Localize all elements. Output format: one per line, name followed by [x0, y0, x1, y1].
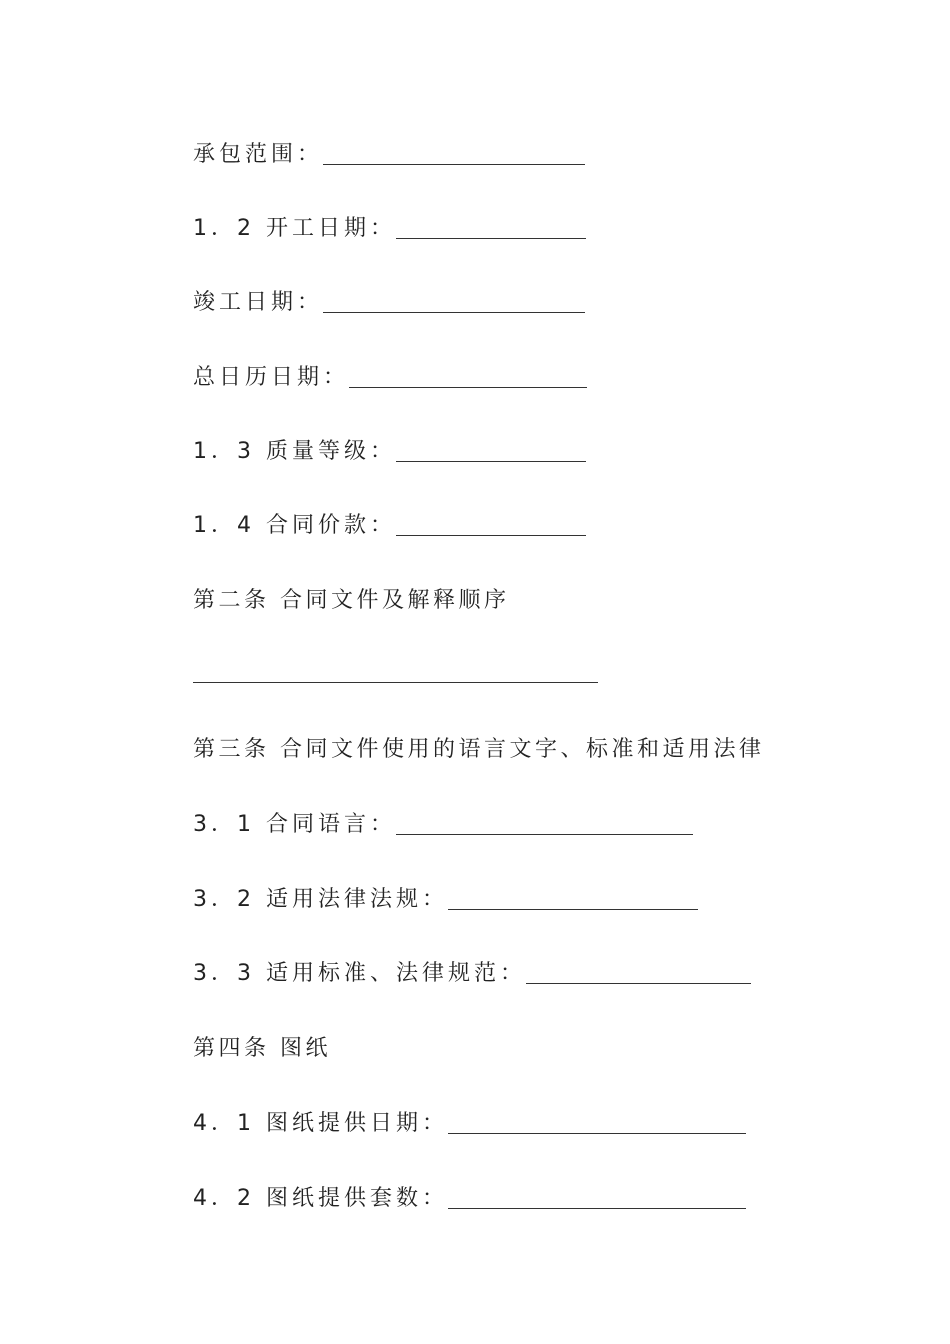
blank-line	[526, 982, 751, 984]
field-start-date	[193, 210, 586, 242]
field-label: 4．2 图纸提供套数：	[193, 1186, 448, 1211]
blank-line	[396, 534, 586, 536]
article-4-heading	[193, 1030, 331, 1062]
field-drawing-date	[193, 1105, 746, 1137]
article-3-heading	[193, 731, 765, 763]
heading-text: 第四条 图纸	[193, 1036, 331, 1061]
blank-line	[448, 908, 698, 910]
field-total-calendar-days	[193, 359, 587, 391]
field-label: 总日历日期：	[193, 365, 350, 390]
blank-line	[396, 833, 693, 835]
field-quality-grade	[193, 433, 586, 465]
field-label: 承包范围：	[193, 142, 324, 167]
field-contract-language	[193, 806, 693, 838]
heading-text: 第三条 合同文件使用的语言文字、标准和适用法律	[193, 737, 765, 762]
article-2-heading	[193, 582, 510, 614]
blank-line	[323, 163, 585, 165]
field-contract-price	[193, 507, 586, 539]
field-applicable-standards	[193, 955, 751, 987]
blank-line-article-2	[193, 681, 598, 683]
blank-line	[448, 1207, 746, 1209]
blank-line	[349, 386, 587, 388]
field-label: 3．2 适用法律法规：	[193, 887, 448, 912]
field-applicable-laws	[193, 881, 698, 913]
field-label: 竣工日期：	[193, 290, 324, 315]
field-label: 3．1 合同语言：	[193, 812, 396, 837]
field-label: 1．3 质量等级：	[193, 439, 396, 464]
field-label: 1．2 开工日期：	[193, 216, 396, 241]
field-completion-date	[193, 284, 585, 316]
field-label: 3．3 适用标准、法律规范：	[193, 961, 526, 986]
blank-line	[448, 1132, 746, 1134]
field-label: 4．1 图纸提供日期：	[193, 1111, 448, 1136]
field-label: 1．4 合同价款：	[193, 513, 396, 538]
blank-line	[396, 237, 586, 239]
blank-line	[323, 311, 585, 313]
blank-line	[396, 460, 586, 462]
heading-text: 第二条 合同文件及解释顺序	[193, 588, 510, 613]
field-drawing-sets	[193, 1180, 746, 1212]
field-scope	[193, 136, 585, 168]
